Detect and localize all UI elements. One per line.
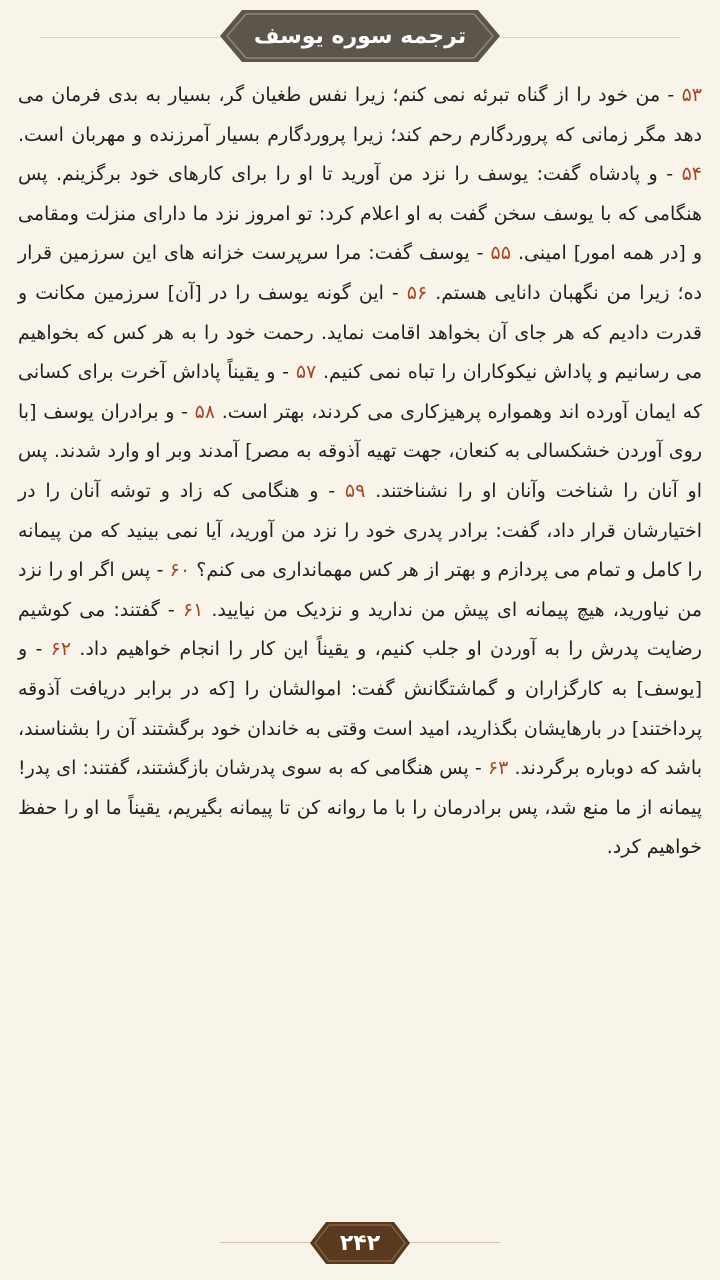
page-header (0, 8, 720, 68)
verse-number-55: ۵۵ (490, 242, 511, 265)
page-footer (0, 1218, 720, 1268)
verse-text-63: - پس هنگامی که به سوی پدرشان بازگشتند، گفتند: ای پدر! پیمانه از ما منع شد، پس برادرمان را با ما روانه کن تا پیمانه بگیریم، یقیناً ما او را حفظ خواهیم کرد. (18, 757, 702, 859)
verse-text-54: - و پادشاه گفت: یوسف را نزد من آورید تا او را برای کارهای خود برگزینم. پس هنگامی که با یوسف سخن گفت به او اعلام کرد: تو امروز نزد ما دارای منزلت ومقامی و [در همه امور] امینی. (18, 163, 702, 265)
verse-text-60: - پس اگر او را نزد من نیاورید، هیچ پیمانه ای پیش من ندارید و نزدیک من نیایید. (18, 559, 703, 621)
translation-text (18, 76, 702, 868)
verse-number-53: ۵۳ (681, 84, 702, 106)
verse-text-59: - و هنگامی که زاد و توشه آنان را در اختیارشان قرار داد، گفت: برادر پدری خود را نزد من آورید، آیا نمی بینید که من پیمانه را کامل و تمام می پردازم و بهتر از هر کس مهمانداری می کنم؟ (18, 479, 702, 582)
verse-number-58: ۵۸ (194, 400, 216, 423)
verse-number-62: ۶۲ (50, 638, 72, 661)
title-badge (220, 10, 500, 62)
verse-text-56: - این گونه یوسف را در [آن] سرزمین مکانت و قدرت دادیم که هر جای آن بخواهد اقامت نماید. رحمت خود را به هر کس که بخواهیم می رسانیم و پاداش نیکوکاران را تباه نمی کنیم. (18, 281, 703, 384)
verse-text-61: - گفتند: می کوشیم رضایت پدرش را به آوردن او جلب کنیم، و یقیناً این کار را انجام خواهیم داد. (18, 598, 702, 661)
page-title: ترجمه سوره یوسف (253, 23, 467, 49)
verse-text-62: - و [یوسف] به کارگزاران و گماشتگانش گفت: اموالشان را [که در برابر دریافت آذوقه پرداختند] در بارهایشان بگذارید، امید است وقتی به خاندان خود برگشتند آن را بشناسند، باشد که دوباره برگردند. (18, 638, 702, 780)
verse-text-53: - من خود را از گناه تبرئه نمی کنم؛ زیرا نفس طغیان گر، بسیار به بدی فرمان می دهد مگر زمانی که پروردگارم رحم کند؛ زیرا پروردگارم بسیار آمرزنده و مهربان است. (18, 84, 702, 146)
page-number-badge (310, 1222, 410, 1264)
verse-number-59: ۵۹ (344, 479, 366, 502)
verse-number-54: ۵۴ (681, 163, 702, 186)
page-number: ۲۴۲ (339, 1230, 381, 1256)
verse-number-61: ۶۱ (182, 598, 204, 621)
verse-text-58: - و برادران یوسف [با روی آوردن خشکسالی به کنعان، جهت تهیه آذوقه به مصر] آمدند وبر او وارد شدند. پس او آنان را شناخت وآنان او را نشناختند. (18, 400, 702, 502)
verse-text-55: - یوسف گفت: مرا سرپرست خزانه های این سرزمین قرار ده؛ زیرا من نگهبان دانایی هستم. (18, 242, 702, 304)
verse-number-63: ۶۳ (487, 757, 509, 780)
verse-text-57: - و یقیناً پاداش آخرت برای کسانی که ایمان آورده اند وهمواره پرهیزکاری می کردند، بهتر است. (18, 361, 702, 423)
verse-number-57: ۵۷ (295, 361, 317, 384)
verse-number-60: ۶۰ (169, 559, 191, 582)
verse-number-56: ۵۶ (406, 281, 428, 304)
